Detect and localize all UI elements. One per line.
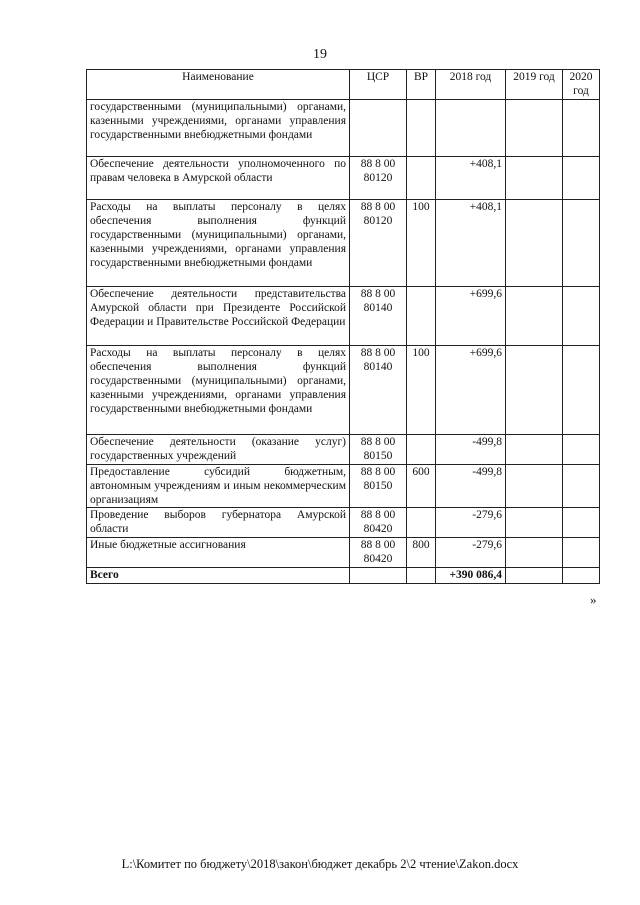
closing-quote: »	[590, 592, 597, 607]
row-name: Иные бюджетные ассигнования	[87, 538, 350, 568]
header-2019: 2019 год	[506, 70, 563, 100]
row-2018: -499,8	[436, 435, 506, 465]
header-vr: ВР	[407, 70, 436, 100]
budget-table	[86, 69, 600, 584]
row-csr: 88 8 00 80120	[350, 200, 407, 287]
row-2018	[436, 100, 506, 157]
row-vr	[407, 100, 436, 157]
row-2020	[563, 508, 600, 538]
row-2019	[506, 435, 563, 465]
row-name: Обеспечение деятельности представительства Амурской области при Президенте Российской Федерации и Правительстве Российской Федерации	[87, 287, 350, 346]
row-2018: +408,1	[436, 200, 506, 287]
row-2020	[563, 100, 600, 157]
row-vr: 100	[407, 200, 436, 287]
header-name: Наименование	[87, 70, 350, 100]
header-csr: ЦСР	[350, 70, 407, 100]
table-row	[87, 346, 600, 435]
row-2019	[506, 287, 563, 346]
total-2020	[563, 568, 600, 584]
row-csr: 88 8 00 80150	[350, 465, 407, 508]
table-row	[87, 508, 600, 538]
row-vr	[407, 435, 436, 465]
row-2018: +699,6	[436, 346, 506, 435]
table-row	[87, 287, 600, 346]
row-name: Проведение выборов губернатора Амурской области	[87, 508, 350, 538]
row-2019	[506, 538, 563, 568]
total-name: Всего	[87, 568, 350, 584]
table-row	[87, 435, 600, 465]
row-vr	[407, 157, 436, 200]
row-2018: -279,6	[436, 508, 506, 538]
table-row	[87, 465, 600, 508]
row-name: Обеспечение деятельности (оказание услуг) государственных учреждений	[87, 435, 350, 465]
table-header-row	[87, 70, 600, 100]
table-row	[87, 200, 600, 287]
row-2019	[506, 200, 563, 287]
table-total-row	[87, 568, 600, 584]
row-2020	[563, 346, 600, 435]
row-2020	[563, 465, 600, 508]
row-name: Расходы на выплаты персоналу в целях обеспечения выполнения функций государственными (муниципальными) органами, казенными учреждениями, органами управления государственными внебюджетными фондами	[87, 346, 350, 435]
row-name: Обеспечение деятельности уполномоченного по правам человека в Амурской области	[87, 157, 350, 200]
row-2018: -499,8	[436, 465, 506, 508]
row-csr: 88 8 00 80420	[350, 508, 407, 538]
row-name: Расходы на выплаты персоналу в целях обеспечения выполнения функций государственными (муниципальными) органами, казенными учреждениями, органами управления государственными внебюджетными фондами	[87, 200, 350, 287]
total-vr	[407, 568, 436, 584]
row-vr: 800	[407, 538, 436, 568]
row-2019	[506, 100, 563, 157]
row-2019	[506, 346, 563, 435]
row-csr: 88 8 00 80140	[350, 346, 407, 435]
row-2019	[506, 157, 563, 200]
row-csr: 88 8 00 80120	[350, 157, 407, 200]
row-name: государственными (муниципальными) органами, казенными учреждениями, органами управления государственными внебюджетными фондами	[87, 100, 350, 157]
row-csr: 88 8 00 80150	[350, 435, 407, 465]
row-vr	[407, 508, 436, 538]
header-2018: 2018 год	[436, 70, 506, 100]
row-2018: -279,6	[436, 538, 506, 568]
row-2020	[563, 287, 600, 346]
total-csr	[350, 568, 407, 584]
row-2020	[563, 538, 600, 568]
total-2019	[506, 568, 563, 584]
row-2018: +408,1	[436, 157, 506, 200]
row-csr: 88 8 00 80420	[350, 538, 407, 568]
table-row	[87, 100, 600, 157]
header-2020: 2020 год	[563, 70, 600, 100]
row-vr: 600	[407, 465, 436, 508]
row-2018: +699,6	[436, 287, 506, 346]
row-name: Предоставление субсидий бюджетным, автономным учреждениям и иным некоммерческим организациям	[87, 465, 350, 508]
table-row	[87, 538, 600, 568]
row-2020	[563, 435, 600, 465]
row-csr	[350, 100, 407, 157]
row-2019	[506, 465, 563, 508]
row-vr	[407, 287, 436, 346]
page-number: 19	[313, 47, 327, 62]
footer-file-path: L:\Комитет по бюджету\2018\закон\бюджет декабрь 2\2 чтение\Zakon.docx	[121, 857, 519, 871]
total-2018: +390 086,4	[436, 568, 506, 584]
row-csr: 88 8 00 80140	[350, 287, 407, 346]
table-row	[87, 157, 600, 200]
row-vr: 100	[407, 346, 436, 435]
row-2020	[563, 157, 600, 200]
row-2019	[506, 508, 563, 538]
row-2020	[563, 200, 600, 287]
